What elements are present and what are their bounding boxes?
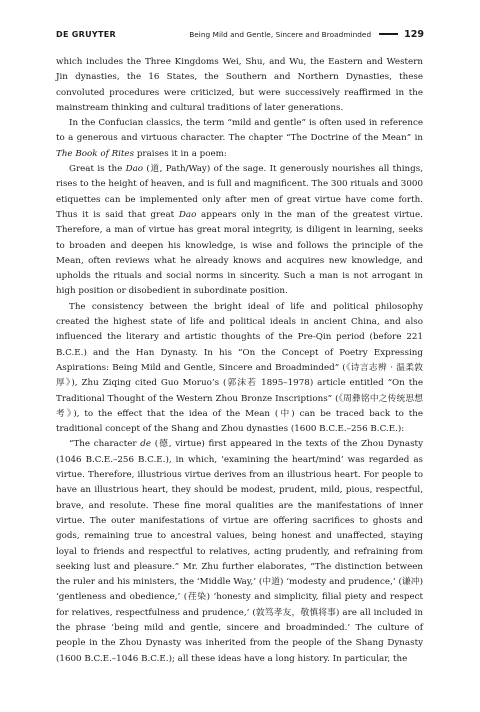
text-run: “The character (69, 439, 141, 450)
text-run: (道, Path/Way) of the sage. It generously nourishes all things, rises to the height of heaven, and is full and magnificent. The 300 rituals and 3000 etiquettes can be implemented only after men of great virtue have come forth. Thus it is said that great (56, 164, 423, 220)
page-number: 129 (404, 28, 424, 40)
text-run: In the Confucian classics, the term “mild and gentle” is often used in reference to a generous and virtuous character. The chapter “The Doctrine of the Mean” in (56, 118, 423, 144)
publisher-name: DE GRUYTER (56, 29, 116, 39)
text-run: The consistency between the bright ideal of life and political philosophy created the highest state of life and political ideals in ancient China, and also influenced the literary and artistic thoughts of the Pre-Qin period (before 221 B.C.E.) and the Han Dynasty. In his “On the Concept of Poetry Expressing Aspirations: Being Mild and Gentle, Sincere and Broadminded” (《诗言志辨 · 温柔敦厚》), Zhu Ziqing cited Guo Moruo’s (郭沫若 1895–1978) article entitled “On the Traditional Thought of the Western Zhou Bronze Inscriptions” (《周彝铭中之传统思想考》), to the effect that the idea of the Mean (中) can be traced back to the traditional concept of the Shang and Zhou dynasties (1600 B.C.E.–256 B.C.E.): (56, 301, 423, 435)
paragraph (56, 162, 423, 300)
italic-text: Dao (178, 209, 197, 220)
body-text (56, 55, 423, 667)
italic-text: Dao (125, 164, 144, 175)
text-run: Great is the (69, 164, 126, 175)
text-run: appears only in the man of the greatest virtue. Therefore, a man of virtue has great moral integrity, is diligent in learning, seeks to broaden and deepen his knowledge, is wise and follows the principle of the Mean, often reviews what he already knows and acquires new knowledge, and upholds the rituals and social norms in sincerity. Such a man is not arrogant in high position or disobedient in subordinate position. (56, 209, 423, 297)
paragraph (56, 116, 423, 162)
header-rule (379, 33, 398, 35)
running-title: Being Mild and Gentle, Sincere and Broadminded (189, 29, 372, 39)
text-run: (德, virtue) first appeared in the texts of the Zhou Dynasty (1046 B.C.E.–256 B.C.E.), in which, ‘examining the heart/mind’ was regarded as virtue. Therefore, illustrious virtue derives from an illustrious heart. For people to have an illustrious heart, they should be modest, prudent, mild, pious, respectful, brave, and resolute. These fine moral qualities are the manifestations of inner virtue. The outer manifestations of virtue are offering sacrifices to ghosts and gods, remaining true to ancestral values, being honest and unaffected, staying loyal to friends and respectful to relatives, acting prudently, and refraining from seeking lust and pleasure.” Mr. Zhu further elaborates, “The distinction between the ruler and his ministers, the ‘Middle Way,’ (中道) ‘modesty and prudence,’ (谦冲) ‘gentleness and obedience,’ (荏染) ‘honesty and simplicity, filial piety and respect for relatives, respectfulness and prudence,’ (敦笃孝友，敬慎将事) are all included in the phrase ‘being mild and gentle, sincere and broadminded.’ The culture of people in the Zhou Dynasty was inherited from the people of the Shang Dynasty (1600 B.C.E.–1046 B.C.E.); all these ideas have a long history. In particular, the (56, 439, 423, 664)
paragraph (56, 55, 423, 116)
paragraph (56, 437, 423, 666)
italic-text: The Book of Rites (56, 148, 135, 159)
italic-text: de (140, 439, 152, 450)
page-header (56, 26, 424, 42)
paragraph (56, 300, 423, 438)
text-run: praises it in a poem: (134, 148, 227, 159)
text-run: which includes the Three Kingdoms Wei, Shu, and Wu, the Eastern and Western Jin dynasties, the 16 States, the Southern and Northern Dynasties, these convoluted procedures were criticized, but were successively reaffirmed in the mainstream thinking and cultural traditions of later generations. (56, 57, 423, 113)
